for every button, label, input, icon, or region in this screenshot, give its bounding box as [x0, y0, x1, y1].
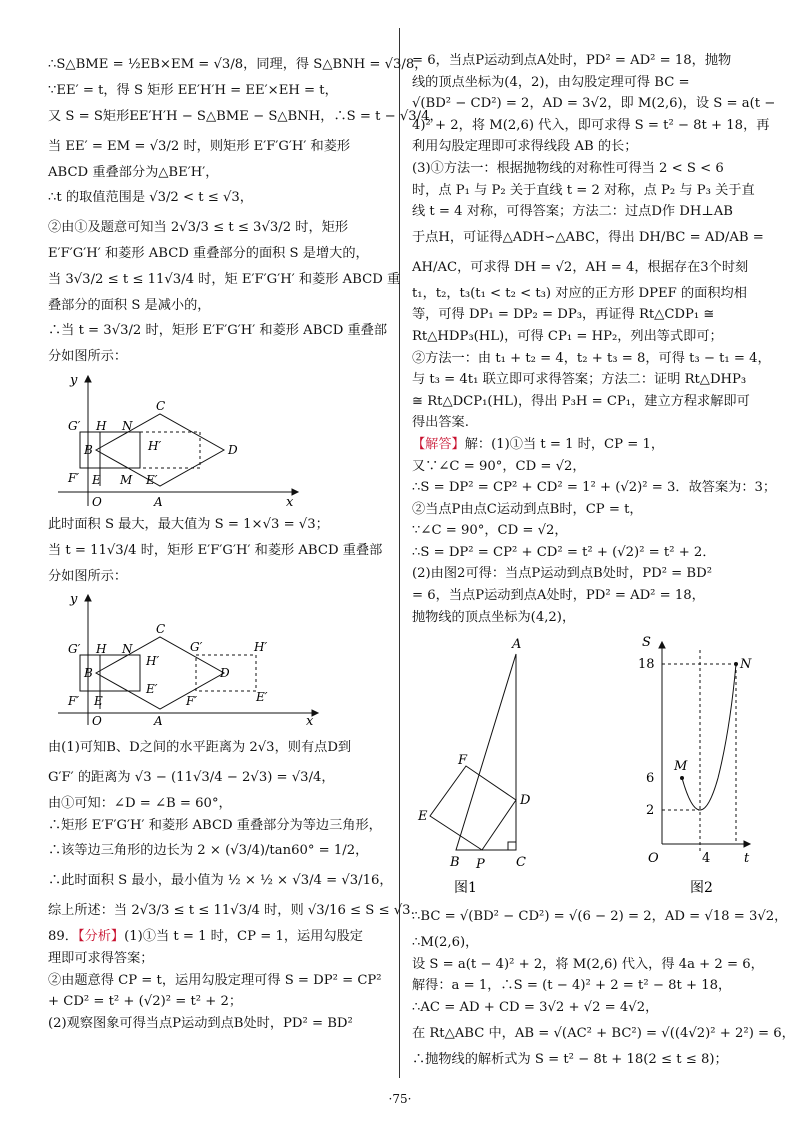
analysis-tag: 【分析】	[77, 929, 125, 945]
text-line: (2)由图2可得：当点P运动到点B处时，PD² = BD²	[412, 566, 712, 582]
figure-1-caption: 图1	[454, 880, 477, 897]
label-n: N	[122, 418, 133, 433]
text-line: ②由①及题意可知当 2√3/3 ≤ t ≤ 3√3/2 时，矩形	[48, 220, 349, 236]
problem-number: 89．	[48, 929, 78, 945]
figure-2	[638, 635, 752, 896]
text-line: 当 EE′ = EM = √3/2 时，则矩形 E′F′G′H′ 和菱形	[48, 138, 351, 154]
fig1-label-a: A	[512, 637, 522, 653]
text-line: ②当点P由点C运动到点B时，CP = t，	[412, 501, 643, 517]
label-h-prime: H′	[146, 654, 160, 669]
text-line: 分如图所示：	[48, 349, 128, 365]
label-b: B	[84, 442, 93, 457]
label-e-prime: E′	[146, 682, 158, 697]
text-line: ∵∠C = 90°，CD = √2，	[412, 523, 568, 539]
s-axis-arrow	[659, 642, 665, 648]
label-b: B	[84, 666, 93, 681]
y-axis-arrow	[85, 376, 91, 382]
fig1-label-b: B	[450, 855, 460, 871]
text-line: ∵EE′ = t，得 S 矩形 EE′H′H = EE′×EH = t，	[48, 83, 338, 98]
figure-1	[417, 637, 531, 896]
label-a: A	[154, 714, 163, 729]
fig1-label-e: E	[418, 809, 428, 825]
parabola-curve	[682, 664, 736, 810]
label-h: H	[96, 418, 107, 433]
label-d: D	[228, 442, 238, 457]
text-line: (2)观察图象可得当点P运动到点B处时，PD² = BD²	[48, 1015, 353, 1031]
text-line: ∴M(2,6)，	[412, 935, 479, 951]
fig1-label-f: F	[458, 753, 468, 769]
fig1-label-c: C	[516, 855, 526, 871]
label-e-prime: E′	[146, 472, 158, 487]
text-line: 由①可知：∠D = ∠B = 60°，	[48, 796, 232, 812]
text-line: 理即可求得答案；	[48, 950, 154, 966]
text-line: 解得：a = 1，∴S = (t − 4)² + 2 = t² − 8t + 18，	[412, 978, 732, 994]
text-line: ∴当 t = 3√3/2 时，矩形 E′F′G′H′ 和菱形 ABCD 重叠部	[48, 323, 388, 339]
axis-y-label: y	[70, 372, 78, 388]
axis-x-label: x	[306, 714, 314, 730]
text-line: 与 t₃ = 4t₁ 联立即可求得答案；方法二：证明 Rt△DHP₃	[412, 372, 747, 388]
label-c: C	[156, 622, 166, 637]
label-m: M	[674, 759, 688, 775]
label-h: H	[96, 642, 107, 657]
text-line: ∴t 的取值范围是 √3/2 < t ≤ √3，	[48, 190, 253, 206]
column-divider	[399, 28, 400, 1078]
point-n	[734, 662, 738, 666]
t-axis-arrow	[744, 841, 750, 847]
text-line: ABCD 重叠部分为△BE′H′，	[48, 164, 219, 180]
label-c: C	[156, 398, 166, 413]
label-e-prime-2: E′	[256, 690, 268, 705]
axis-y-label: y	[70, 592, 78, 608]
rhombus-abcd	[96, 637, 224, 709]
right-angle-mark	[508, 842, 516, 850]
text-line: ∴该等边三角形的边长为 2 × (√3/4)/tan60° = 1/2，	[48, 843, 369, 859]
point-m	[680, 776, 684, 780]
text-line: ∴S△BME = ½EB×EM = √3/8，同理，得 S△BNH = √3/8，	[48, 57, 428, 72]
figure-2-caption: 图2	[690, 880, 713, 897]
label-o: O	[92, 494, 102, 509]
label-o: O	[92, 714, 102, 729]
text-line: √(BD² − CD²) = 2，AD = 3√2，即 M(2,6)，设 S = a(t −	[412, 96, 776, 112]
text-line: ∴S = DP² = CP² + CD² = t² + (√2)² = t² + 2．	[412, 544, 716, 560]
text-line: 分如图所示：	[48, 568, 128, 584]
square-dpef	[430, 766, 516, 850]
label-a: A	[154, 494, 163, 509]
text-line: t₁，t₂，t₃(t₁ < t₂ < t₃) 对应的正方形 DPEF 的面积均相	[412, 285, 747, 301]
tick-18: 18	[638, 657, 655, 673]
text-line: 线 t = 4 对称，可得答案；方法二：过点D作 DH⊥AB	[412, 204, 733, 220]
rhombus-figure-2	[48, 589, 328, 729]
answer-text: 解：(1)①当 t = 1 时，CP = 1，	[464, 436, 665, 452]
axis-x-label: x	[286, 494, 294, 510]
right-column	[412, 50, 795, 1070]
text-line: (3)①方法一：根据抛物线的对称性可得当 2 < S < 6	[412, 160, 724, 176]
label-d: D	[220, 666, 230, 681]
label-g-prime: G′	[68, 418, 81, 433]
tick-4: 4	[702, 851, 711, 867]
text-line: ∴AC = AD + CD = 3√2 + √2 = 4√2，	[412, 1000, 659, 1016]
figures-1-2	[412, 630, 754, 898]
text-line: 抛物线的顶点坐标为(4,2)，	[412, 609, 576, 625]
text-line: 4)² + 2，将 M(2,6) 代入，即可求得 S = t² − 8t + 18，再	[412, 117, 770, 133]
label-f-prime: F′	[68, 694, 80, 709]
label-e: E	[94, 694, 103, 709]
text-line: 此时面积 S 最大，最大值为 S = 1×√3 = √3；	[48, 516, 329, 532]
text-line: 又 S = S矩形EE′H′H − S△BME − S△BNH，∴S = t − √3/4，	[48, 108, 443, 124]
text-line: ∴矩形 E′F′G′H′ 和菱形 ABCD 重叠部分为等边三角形，	[48, 817, 382, 833]
axis-t-label: t	[744, 851, 750, 867]
answer-tag: 【解答】	[412, 436, 465, 452]
tick-6: 6	[646, 771, 655, 787]
analysis-text: (1)①当 t = 1 时，CP = 1，运用勾股定	[124, 929, 363, 945]
label-h-prime-2: H′	[254, 640, 268, 655]
text-line: 时，点 P₁ 与 P₂ 关于直线 t = 2 对称，点 P₂ 与 P₃ 关于直	[412, 182, 755, 198]
text-line: 设 S = a(t − 4)² + 2，将 M(2,6) 代入，得 4a + 2 = 6，	[412, 956, 764, 972]
origin-label: O	[648, 851, 659, 867]
text-line: = 6，当点P运动到点A处时，PD² = AD² = 18，抛物	[412, 53, 732, 68]
text-line: 由(1)可知B、D之间的水平距离为 2√3，则有点D到	[48, 740, 352, 756]
text-line: 当 t = 11√3/4 时，矩形 E′F′G′H′ 和菱形 ABCD 重叠部	[48, 542, 383, 558]
text-line: 线的顶点坐标为(4，2)，由勾股定理可得 BC =	[412, 74, 690, 90]
label-f-prime-2: F′	[186, 694, 198, 709]
axis-s-label: S	[642, 635, 651, 651]
answer-first-line	[412, 434, 754, 456]
text-line: = 6，当点P运动到点A处时，PD² = AD² = 18，	[412, 588, 705, 604]
label-g-prime-2: G′	[190, 640, 203, 655]
label-f-prime: F′	[68, 470, 80, 485]
text-line: + CD² = t² + (√2)² = t² + 2；	[48, 994, 243, 1010]
y-axis-arrow	[85, 595, 91, 601]
page-number: ·75·	[388, 1092, 412, 1106]
text-line: ≅ Rt△DCP₁(HL)，得出 P₃H = CP₁，建立方程求解即可	[412, 393, 750, 409]
text-line: 等，可得 DP₁ = DP₂ = DP₃，再证得 Rt△CDP₁ ≅	[412, 307, 715, 323]
label-g-prime: G′	[68, 642, 81, 657]
text-line: 利用勾股定理即可求得线段 AB 的长；	[412, 139, 638, 155]
text-line: E′F′G′H′ 和菱形 ABCD 重叠部分的面积 S 是增大的，	[48, 246, 369, 262]
rhombus-figure-1	[48, 370, 308, 510]
text-line: ②方法一：由 t₁ + t₂ = 4，t₂ + t₃ = 8，可得 t₃ − t₁ = 4，	[412, 350, 771, 366]
text-line: 当 3√3/2 ≤ t ≤ 11√3/4 时，矩 E′F′G′H′ 和菱形 ABCD 重	[48, 271, 401, 287]
text-line: 又∵∠C = 90°，CD = √2，	[412, 458, 586, 474]
label-e: E	[92, 472, 101, 487]
fig1-label-p: P	[476, 857, 485, 873]
text-line: 得出答案.	[412, 415, 469, 431]
problem-89-heading	[48, 926, 386, 948]
text-line: 于点H，可证得△ADH∽△ABC，得出 DH/BC = AD/AB =	[412, 229, 764, 245]
text-line: ∴此时面积 S 最小，最小值为 ½ × ½ × √3/4 = √3/16，	[48, 873, 393, 889]
fig1-label-d: D	[520, 793, 531, 809]
label-n: N	[122, 642, 133, 657]
triangle-abc	[456, 654, 516, 850]
tick-2: 2	[646, 803, 655, 819]
text-line: 叠部分的面积 S 是减小的，	[48, 297, 211, 313]
text-line: ②由题意得 CP = t，运用勾股定理可得 S = DP² = CP²	[48, 972, 382, 988]
label-m: M	[120, 472, 133, 487]
text-line: 综上所述：当 2√3/3 ≤ t ≤ 11√3/4 时，则 √3/16 ≤ S ≤ √3.	[48, 903, 415, 919]
text-line: 在 Rt△ABC 中，AB = √(AC² + BC²) = √((4√2)² + 2²) = 6，	[412, 1025, 795, 1041]
label-n: N	[740, 657, 752, 673]
label-h-prime: H′	[148, 438, 162, 453]
text-line: G′F′ 的距离为 √3 − (11√3/4 − 2√3) = √3/4，	[48, 770, 335, 786]
text-line: ∴BC = √(BD² − CD²) = √(6 − 2) = 2，AD = √18 = 3√2，	[412, 909, 788, 925]
text-line: AH/AC，可求得 DH = √2，AH = 4，根据存在3个时刻	[412, 259, 749, 275]
text-line: ∴S = DP² = CP² + CD² = 1² + (√2)² = 3．故答案为：3；	[412, 480, 777, 496]
text-line: Rt△HDP₃(HL)，可得 CP₁ = HP₂，列出等式即可；	[412, 328, 723, 344]
text-line: ∴抛物线的解析式为 S = t² − 8t + 18(2 ≤ t ≤ 8)；	[412, 1051, 728, 1067]
